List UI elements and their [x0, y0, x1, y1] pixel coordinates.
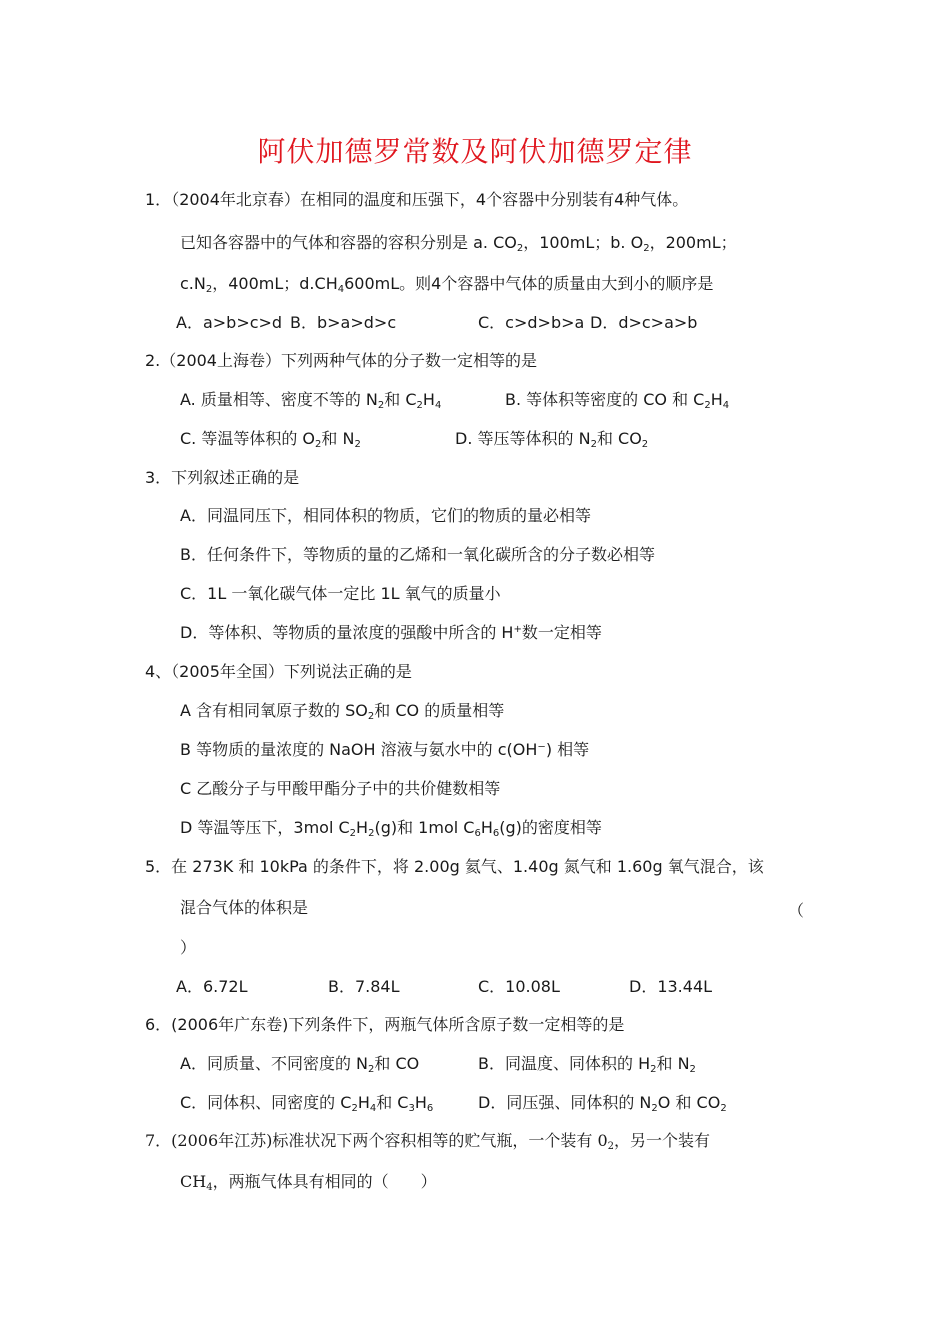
q5-line2: 混合气体的体积是: [180, 898, 309, 917]
q2-option-c: C. 等温等体积的 $O_2$和 $N_2$: [180, 429, 361, 450]
q1-line2: 已知各容器中的气体和容器的容积分别是 a. $CO_2$，100mL；b. $O_2$，200mL；: [180, 233, 737, 254]
q7-line2: $CH_4$，两瓶气体具有相同的（ ）: [180, 1172, 437, 1193]
q6-option-b: B．同温度、同体积的 $H_2$和 $N_2$: [478, 1054, 696, 1075]
q5-option-b: B．7.84L: [328, 977, 400, 996]
q4-option-d: D 等温等压下，3mol $C_2H_2(g)$和 1mol $C_6H_6(g)$的密度相等: [180, 818, 602, 839]
q6-option-a: A．同质量、不同密度的 $N_2$和 CO: [180, 1054, 420, 1075]
q1-line3: $c.N_2$，400mL；$d.CH_4600mL$。则4个容器中气体的质量由大到小的顺序是: [180, 274, 714, 295]
q5-left-paren: （: [788, 901, 805, 920]
q3-option-d: D．等体积、等物质的量浓度的强酸中所含的 H+数一定相等: [180, 623, 602, 642]
document-title: 阿伏加德罗常数及阿伏加德罗定律: [257, 135, 693, 168]
q4-stem: 4、（2005年全国）下列说法正确的是: [145, 662, 412, 681]
q5-option-c: C．10.08L: [478, 977, 560, 996]
q3-stem: 3．下列叙述正确的是: [145, 468, 300, 487]
q1-option-b: B．b>a>d>c: [290, 313, 397, 332]
q6-stem: 6．(2006年广东卷)下列条件下，两瓶气体所含原子数一定相等的是: [145, 1015, 625, 1034]
q1-option-a: A．a>b>c>d: [176, 313, 283, 332]
q2-stem: 2.（2004上海卷）下列两种气体的分子数一定相等的是: [145, 351, 537, 370]
q1-option-d: D．d>c>a>b: [590, 313, 698, 332]
q5-right-paren: ）: [180, 938, 197, 957]
q3-option-c: C．1L 一氧化碳气体一定比 1L 氧气的质量小: [180, 584, 501, 603]
q2-option-a: A. 质量相等、密度不等的 $N_2$和 $C_2H_4$: [180, 390, 442, 411]
q2-option-d: D. 等压等体积的 $N_2$和 $CO_2$: [455, 429, 649, 450]
q4-option-c: C 乙酸分子与甲酸甲酯分子中的共价健数相等: [180, 779, 501, 798]
q3-option-b: B．任何条件下，等物质的量的乙烯和一氧化碳所含的分子数必相等: [180, 545, 655, 564]
q6-option-d: D．同压强、同体积的 $N_2O$ 和 $CO_2$: [478, 1093, 727, 1114]
q5-line1: 5．在 273K 和 10kPa 的条件下，将 2.00g 氦气、1.40g 氮气和 1.60g 氧气混合，该: [145, 857, 764, 876]
q5-option-d: D．13.44L: [629, 977, 713, 996]
q6-option-c: C．同体积、同密度的 $C_2H_4$和 $C_3H_6$: [180, 1093, 434, 1114]
q1-line1: 1．（2004年北京春）在相同的温度和压强下，4个容器中分别装有4种气体。: [145, 190, 689, 209]
q1-option-c: C．c>d>b>a: [478, 313, 585, 332]
q4-option-a: A 含有相同氧原子数的 $SO_2$和 CO 的质量相等: [180, 701, 505, 722]
q5-option-a: A．6.72L: [176, 977, 248, 996]
q3-option-a: A．同温同压下，相同体积的物质，它们的物质的量必相等: [180, 506, 591, 525]
q4-option-b: B 等物质的量浓度的 NaOH 溶液与氨水中的 c(OH⁻) 相等: [180, 740, 590, 759]
q2-option-b: B. 等体积等密度的 CO 和 $C_2H_4$: [505, 390, 730, 411]
q7-line1: 7．(2006年江苏)标准状况下两个容积相等的贮气瓶，一个装有 $0_2$，另一个装有: [145, 1131, 711, 1152]
